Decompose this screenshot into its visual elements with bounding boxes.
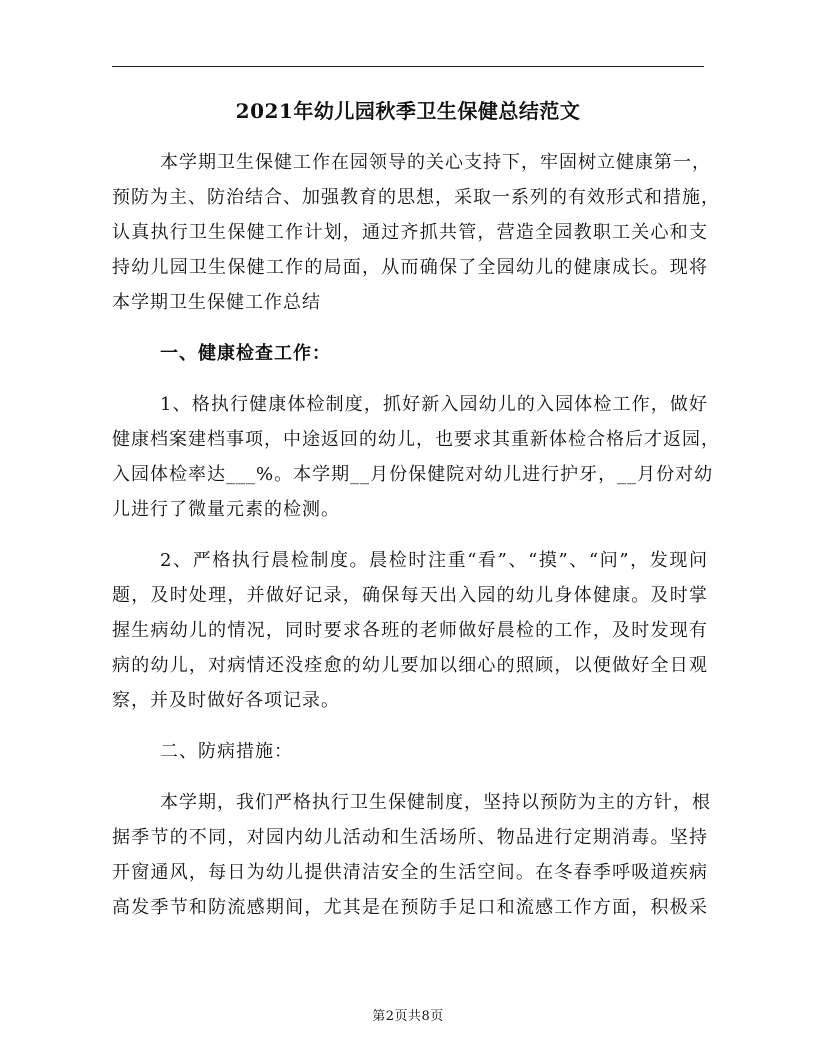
text-line: 健康档案建档事项，中途返回的幼儿，也要求其重新体检合格后才返园， <box>112 429 720 450</box>
text-line: 认真执行卫生保健工作计划，通过齐抓共管，营造全园教职工关心和支 <box>112 222 708 243</box>
text-line: 2、严格执行晨检制度。晨检时注重“看”、“摸”、“问”，发现问 <box>160 550 708 571</box>
text-line: 开窗通风，每日为幼儿提供清洁安全的生活空间。在冬春季呼吸道疾病 <box>112 862 708 883</box>
text-line: 持幼儿园卫生保健工作的局面，从而确保了全园幼儿的健康成长。现将 <box>112 257 708 278</box>
paragraph-gap <box>112 769 708 785</box>
text-line: 高发季节和防流感期间，尤其是在预防手足口和流感工作方面，积极采 <box>112 897 708 918</box>
text-line: 本学期卫生保健工作在园领导的关心支持下，牢固树立健康第一， <box>160 152 711 173</box>
text-line: 据季节的不同，对园内幼儿活动和生活场所、物品进行定期消毒。坚持 <box>112 827 708 848</box>
paragraph-gap <box>112 320 708 336</box>
text-line: 题，及时处理，并做好记录，确保每天出入园的幼儿身体健康。及时掌 <box>112 585 708 606</box>
text-line: 察，并及时做好各项记录。 <box>112 690 340 711</box>
header-rule <box>112 66 704 67</box>
text-line: 儿进行了微量元素的检测。 <box>112 499 340 520</box>
text-line: 1、格执行健康体检制度，抓好新入园幼儿的入园体检工作，做好 <box>160 394 708 415</box>
intro-paragraph <box>112 145 720 320</box>
text-line: 本学期卫生保健工作总结 <box>112 292 321 313</box>
paragraph-gap <box>112 527 708 543</box>
text-line: 病的幼儿，对病情还没痊愈的幼儿要加以细心的照顾，以便做好全日观 <box>112 655 708 676</box>
document-body <box>112 145 720 925</box>
text-line: 预防为主、防治结合、加强教育的思想，采取一系列的有效形式和措施， <box>112 187 720 208</box>
text-line: 入园体检率达___%。本学期__月份保健院对幼儿进行护牙，__月份对幼 <box>112 464 714 485</box>
section-heading-health-check: 一、健康检查工作： <box>160 343 331 364</box>
health-check-item-2 <box>112 543 708 718</box>
document-title: 2021年幼儿园秋季卫生保健总结范文 <box>235 99 581 123</box>
page-number-footer: 第2页共8页 <box>372 1009 444 1024</box>
text-line: 握生病幼儿的情况，同时要求各班的老师做好晨检的工作，及时发现有 <box>112 620 708 641</box>
text-line: 本学期，我们严格执行卫生保健制度，坚持以预防为主的方针，根 <box>160 792 711 813</box>
paragraph-gap <box>112 718 708 734</box>
disease-prevention-paragraph <box>112 785 711 925</box>
paragraph-gap <box>112 371 708 387</box>
health-check-item-1 <box>112 387 720 527</box>
section-heading-disease-prevention: 二、防病措施： <box>160 741 293 762</box>
